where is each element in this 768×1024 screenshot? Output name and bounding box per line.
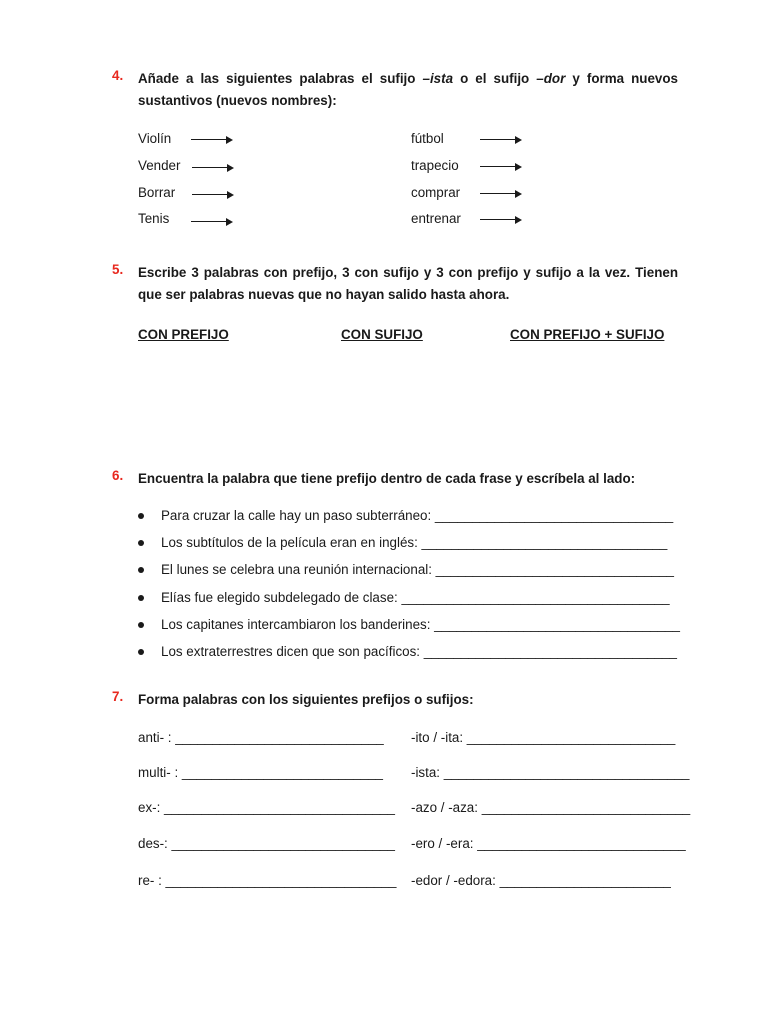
prefix-fill-line: re- : _______________________________ <box>138 873 397 888</box>
prefix-fill-line: ex-: _______________________________ <box>138 800 395 815</box>
column-header-prefix-suffix: CON PREFIJO + SUFIJO <box>510 327 665 342</box>
sentence-list <box>138 506 680 669</box>
prefix-fill-line: des-: ______________________________ <box>138 836 395 851</box>
arrow-right-icon <box>480 139 520 140</box>
word-row <box>138 209 169 229</box>
exercise-5 <box>112 262 678 306</box>
exercise-7-instruction: Forma palabras con los siguientes prefijos o sufijos: <box>138 692 474 707</box>
exercise-7-number: 7. <box>112 689 124 704</box>
exercise-4-instruction <box>138 68 678 112</box>
list-item: Los extraterrestres dicen que son pacíficos: __________________________________ <box>138 642 680 669</box>
base-word: trapecio <box>411 158 459 173</box>
exercise-6-instruction: Encuentra la palabra que tiene prefijo dentro de cada frase y escríbela al lado: <box>138 471 636 486</box>
exercise-5-instruction: Escribe 3 palabras con prefijo, 3 con sufijo y 3 con prefijo y sufijo a la vez. Tienen que ser palabras nuevas que no hayan salido hasta ahora. <box>138 265 678 302</box>
list-item: El lunes se celebra una reunión internacional: ________________________________ <box>138 560 680 587</box>
arrow-right-icon <box>192 167 232 168</box>
instruction-part: o el sufijo <box>453 71 537 86</box>
word-row <box>411 156 459 176</box>
suffix-fill-line: -ista: _________________________________ <box>411 765 690 780</box>
exercise-4 <box>112 68 678 112</box>
base-word: Vender <box>138 158 181 173</box>
list-item: Para cruzar la calle hay un paso subterráneo: ________________________________ <box>138 506 680 533</box>
arrow-right-icon <box>480 166 520 167</box>
prefix-fill-line: multi- : ___________________________ <box>138 765 383 780</box>
word-row <box>411 129 444 149</box>
column-header-suffix: CON SUFIJO <box>341 327 423 342</box>
instruction-part: Añade a las siguientes palabras el sufijo <box>138 71 423 86</box>
list-item: Los capitanes intercambiaron los banderines: _________________________________ <box>138 615 680 642</box>
suffix-dor: –dor <box>536 71 566 86</box>
list-item: Elías fue elegido subdelegado de clase: ____________________________________ <box>138 588 680 615</box>
list-item: Los subtítulos de la película eran en inglés: _________________________________ <box>138 533 680 560</box>
word-row <box>138 183 175 203</box>
arrow-right-icon <box>480 193 520 194</box>
exercise-6-number: 6. <box>112 468 124 483</box>
suffix-fill-line: -ito / -ita: ____________________________ <box>411 730 676 745</box>
arrow-right-icon <box>192 194 232 195</box>
word-row <box>411 183 460 203</box>
suffix-ista: –ista <box>422 71 454 86</box>
word-row <box>138 129 171 149</box>
word-row <box>138 156 180 176</box>
arrow-right-icon <box>191 139 231 140</box>
word-row <box>411 209 461 229</box>
base-word: comprar <box>411 185 461 200</box>
base-word: Tenis <box>138 211 170 226</box>
base-word: entrenar <box>411 211 461 226</box>
column-header-prefix: CON PREFIJO <box>138 327 229 342</box>
base-word: Violín <box>138 131 172 146</box>
arrow-right-icon <box>191 221 231 222</box>
exercise-7 <box>112 689 678 711</box>
arrow-right-icon <box>480 219 520 220</box>
instruction-part: y forma nuevos sustantivos (nuevos nombres): <box>138 71 678 108</box>
prefix-fill-line: anti- : ____________________________ <box>138 730 384 745</box>
base-word: Borrar <box>138 185 176 200</box>
exercise-5-number: 5. <box>112 262 124 277</box>
exercise-6 <box>112 468 678 490</box>
suffix-fill-line: -ero / -era: ____________________________ <box>411 836 686 851</box>
suffix-fill-line: -edor / -edora: _______________________ <box>411 873 671 888</box>
base-word: fútbol <box>411 131 444 146</box>
suffix-fill-line: -azo / -aza: ____________________________ <box>411 800 691 815</box>
exercise-4-number: 4. <box>112 68 124 83</box>
